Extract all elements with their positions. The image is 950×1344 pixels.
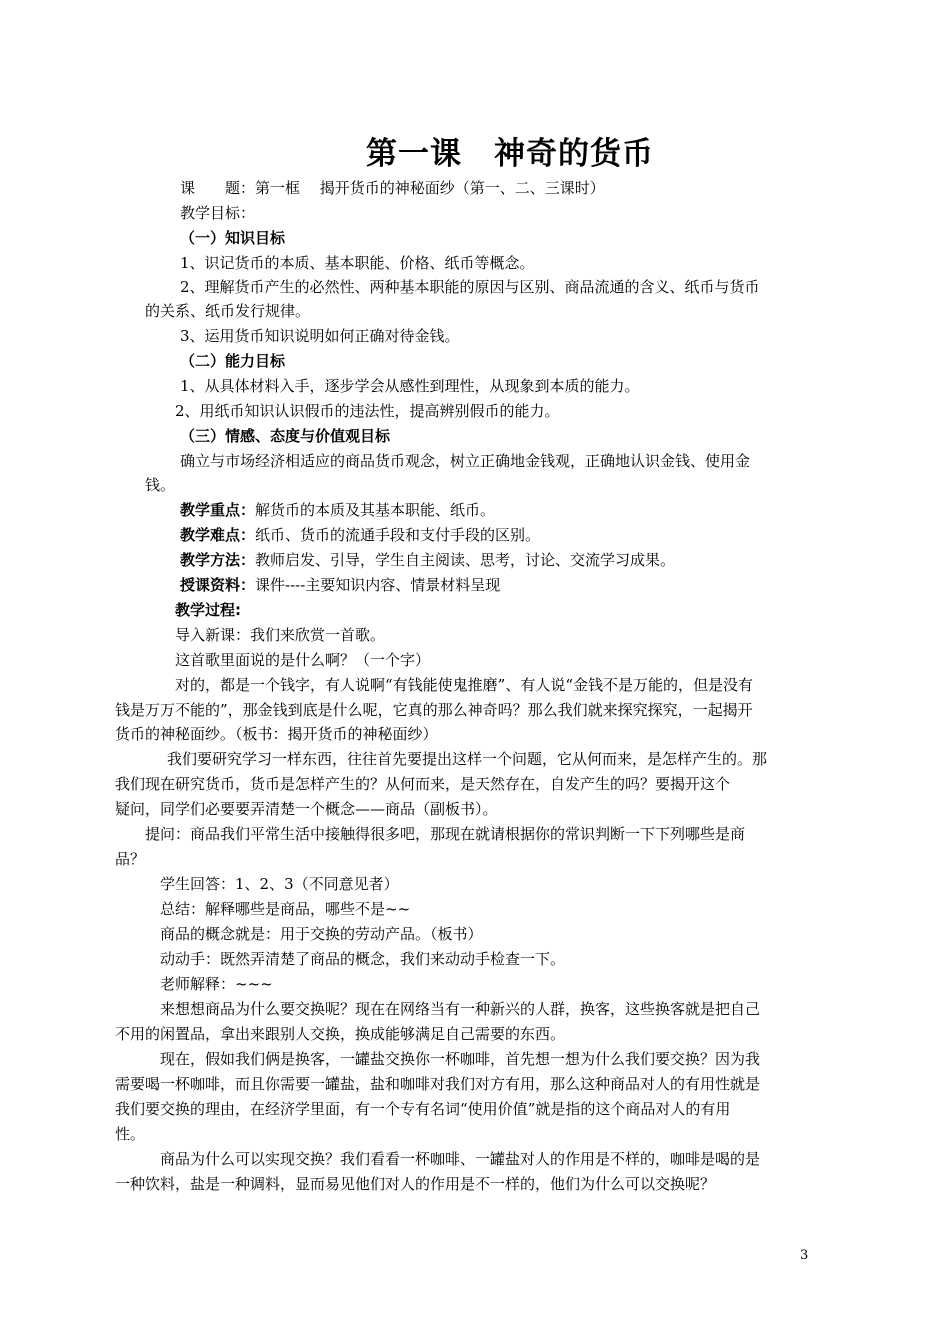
body-line: 导入新课：我们来欣赏一首歌。 bbox=[175, 626, 386, 644]
body-line: 这首歌里面说的是什么啊？（一个字） bbox=[175, 651, 431, 669]
page-number: 3 bbox=[800, 1248, 809, 1263]
key-points-label: 教学重点： bbox=[180, 501, 256, 519]
body-line: 我们要交换的理由，在经济学里面，有一个专有名词“使用价值”就是指的这个商品对人的有用 bbox=[115, 1100, 731, 1118]
process-label: 教学过程: bbox=[175, 601, 241, 619]
difficulty-text: 纸币、货币的流通手段和支付手段的区别。 bbox=[255, 526, 541, 544]
emotion-text-b: 钱。 bbox=[145, 476, 176, 494]
body-line: 提问：商品我们平常生活中接触得很多吧，那现在就请根据你的常识判断一下下列哪些是商 bbox=[145, 825, 746, 843]
materials-line bbox=[180, 575, 500, 595]
difficulty-line bbox=[180, 525, 540, 545]
materials-label: 授课资料： bbox=[180, 576, 256, 594]
emotion-text-a: 确立与市场经济相适应的商品货币观念，树立正确地金钱观，正确地认识金钱、使用金 bbox=[180, 452, 751, 470]
knowledge-item-1: 1、识记货币的本质、基本职能、价格、纸币等概念。 bbox=[180, 254, 535, 272]
body-line: 性。 bbox=[115, 1125, 146, 1143]
method-text: 教师启发、引导，学生自主阅读、思考，讨论、交流学习成果。 bbox=[255, 551, 676, 569]
body-line: 总结：解释哪些是商品，哪些不是~~ bbox=[160, 900, 411, 918]
emotion-heading: （三）情感、态度与价值观目标 bbox=[180, 427, 391, 445]
difficulty-label: 教学难点： bbox=[180, 526, 256, 544]
ability-item-1: 1、从具体材料入手，逐步学会从感性到理性，从现象到本质的能力。 bbox=[180, 377, 640, 395]
body-line: 品？ bbox=[115, 850, 146, 868]
key-points-text: 解货币的本质及其基本职能、纸币。 bbox=[255, 501, 496, 519]
body-line: 一种饮料，盐是一种调料，显而易见他们对人的作用是不一样的，他们为什么可以交换呢？ bbox=[115, 1175, 716, 1193]
body-line: 我们要研究学习一样东西，往往首先要提出这样一个问题，它从何而来，是怎样产生的。那 bbox=[167, 750, 768, 768]
body-line: 商品为什么可以实现交换？我们看看一杯咖啡、一罐盐对人的作用是不样的，咖啡是喝的是 bbox=[160, 1150, 761, 1168]
ability-heading: （二）能力目标 bbox=[180, 352, 286, 370]
body-line: 现在，假如我们俩是换客，一罐盐交换你一杯咖啡，首先想一想为什么我们要交换？因为我 bbox=[160, 1050, 761, 1068]
page-title: 第一课 神奇的货币 bbox=[366, 136, 654, 172]
body-line: 商品的概念就是：用于交换的劳动产品。（板书） bbox=[160, 925, 483, 943]
body-line: 动动手：既然弄清楚了商品的概念，我们来动动手检查一下。 bbox=[160, 950, 566, 968]
body-line: 来想想商品为什么要交换呢？现在在网络当有一种新兴的人群，换客，这些换客就是把自己 bbox=[160, 1000, 761, 1018]
body-line: 学生回答：1、2、3（不同意见者） bbox=[160, 875, 399, 893]
objectives-label: 教学目标： bbox=[180, 204, 256, 222]
body-line: 对的，都是一个钱字，有人说啊“有钱能使鬼推磨”、有人说“金钱不是万能的，但是没有 bbox=[175, 676, 754, 694]
knowledge-item-2a: 2、理解货币产生的必然性、两种基本职能的原因与区别、商品流通的含义、纸币与货币 bbox=[180, 278, 760, 296]
body-line: 老师解释：~~~ bbox=[160, 975, 273, 993]
body-line: 货币的神秘面纱。（板书：揭开货币的神秘面纱） bbox=[115, 725, 438, 743]
materials-text: 课件----主要知识内容、情景材料呈现 bbox=[255, 576, 501, 594]
body-line: 钱是万万不能的”，那金钱到底是什么呢，它真的那么神奇吗？那么我们就来探究探究，一起揭开 bbox=[115, 701, 753, 719]
body-line: 不用的闲置品，拿出来跟别人交换，换成能够满足自己需要的东西。 bbox=[115, 1025, 566, 1043]
knowledge-item-2b: 的关系、纸币发行规律。 bbox=[145, 302, 311, 320]
body-line: 我们现在研究货币，货币是怎样产生的？从何而来，是天然存在，自发产生的吗？要揭开这个 bbox=[115, 775, 731, 793]
method-line bbox=[180, 550, 675, 570]
body-line: 疑问，同学们必要要弄清楚一个概念——商品（副板书）。 bbox=[115, 800, 498, 818]
key-points-line bbox=[180, 500, 495, 520]
knowledge-item-3: 3、运用货币知识说明如何正确对待金钱。 bbox=[180, 327, 460, 345]
course-topic-line: 课 题：第一框 揭开货币的神秘面纱（第一、二、三课时） bbox=[180, 179, 605, 197]
knowledge-heading: （一）知识目标 bbox=[180, 229, 286, 247]
method-label: 教学方法： bbox=[180, 551, 256, 569]
ability-item-2: 2、用纸币知识认识假币的违法性，提高辨别假币的能力。 bbox=[175, 402, 560, 420]
body-line: 需要喝一杯咖啡，而且你需要一罐盐，盐和咖啡对我们对方有用，那么这种商品对人的有用性就是 bbox=[115, 1075, 761, 1093]
